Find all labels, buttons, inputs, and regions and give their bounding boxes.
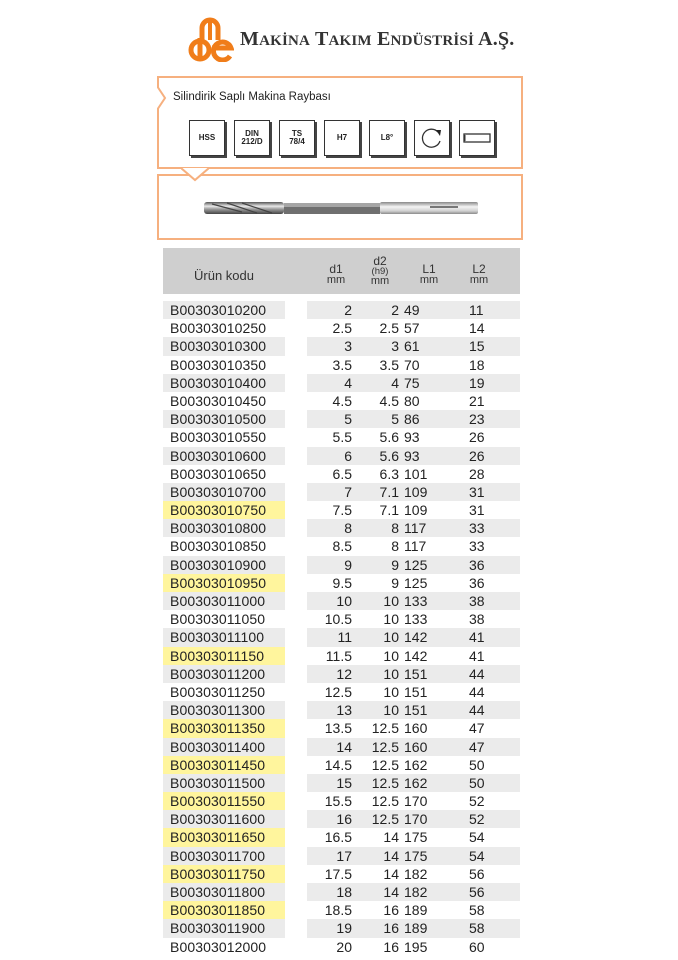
d1-cell: 17: [336, 847, 352, 864]
table-row: [163, 428, 520, 446]
d1-cell: 19: [336, 920, 352, 937]
dimension-cells: [307, 738, 520, 756]
product-code-cell: B00303011900: [163, 919, 285, 937]
product-code-cell: B00303010950: [163, 574, 285, 592]
product-code-cell: B00303011400: [163, 738, 285, 756]
notch-decoration: [181, 166, 209, 184]
d2-cell: 7.1: [379, 502, 399, 519]
table-row: [163, 574, 520, 592]
l2-cell: 50: [469, 756, 485, 773]
d2-cell: 2: [391, 302, 399, 318]
table-row: [163, 501, 520, 519]
product-code-cell: B00303011200: [163, 665, 285, 683]
l1-cell: 75: [404, 374, 420, 391]
l2-cell: 44: [469, 665, 485, 682]
d1-cell: 8: [344, 520, 352, 537]
company-header: [186, 15, 515, 63]
d1-cell: 16.5: [324, 829, 352, 846]
l2-cell: 26: [469, 447, 485, 464]
d1-cell: 18: [336, 884, 352, 900]
dimension-cells: [307, 410, 520, 428]
dimension-cells: [307, 665, 520, 683]
product-code-cell: B00303011250: [170, 683, 266, 700]
l2-cell: 54: [469, 847, 485, 864]
d1-cell: 14.5: [324, 756, 352, 773]
d2-cell: 4: [391, 374, 399, 391]
spec-badges: [189, 120, 495, 156]
d1-cell: 12.5: [324, 683, 352, 700]
header-d2: d2 (h9) mm: [370, 253, 390, 287]
l2-cell: 21: [469, 392, 485, 409]
l1-cell: 160: [404, 720, 428, 737]
badge-l8: L8°: [369, 120, 405, 156]
product-code-cell: B00303011100: [163, 628, 285, 646]
d1-cell: 9: [344, 556, 352, 573]
d2-cell: 12.5: [371, 720, 399, 737]
l1-cell: 162: [404, 756, 428, 773]
l2-cell: 36: [469, 556, 485, 573]
product-image-box: [157, 174, 523, 240]
company-logo-icon: [186, 16, 234, 62]
d1-cell: 15: [336, 774, 352, 791]
product-code-cell: B00303011550: [163, 792, 285, 810]
product-code-cell: B00303011700: [163, 847, 285, 865]
product-code-cell: B00303011150: [163, 647, 285, 665]
l1-cell: 93: [404, 447, 420, 464]
product-code-cell: B00303011050: [170, 611, 266, 628]
d2-cell: 5.6: [379, 429, 399, 446]
l2-cell: 60: [469, 938, 485, 955]
header-d1: d1 mm: [326, 262, 346, 286]
product-code-cell: B00303011500: [163, 774, 285, 792]
l1-cell: 175: [404, 829, 428, 846]
d1-cell: 18.5: [324, 902, 352, 919]
d1-cell: 20: [336, 938, 352, 955]
table-row: [163, 610, 520, 628]
l1-cell: 182: [404, 865, 428, 882]
l1-cell: 162: [404, 774, 428, 791]
dimension-cells: [307, 592, 520, 610]
dimension-cells: [307, 556, 520, 574]
header-l2: L2 mm: [469, 262, 489, 286]
d2-cell: 14: [383, 865, 399, 882]
clockwise-rotation-icon: [419, 125, 445, 151]
dimension-cells: [307, 810, 520, 828]
l2-cell: 23: [469, 411, 485, 428]
d2-cell: 12.5: [371, 774, 399, 791]
product-code-cell: B00303010300: [163, 337, 285, 355]
header-l1: L1 mm: [419, 262, 439, 286]
l2-cell: 15: [469, 338, 485, 355]
product-code-cell: B00303010750: [163, 501, 285, 519]
product-code-cell: B00303010700: [163, 483, 285, 501]
l1-cell: 142: [404, 629, 428, 646]
dimension-cells: [307, 356, 520, 374]
l1-cell: 170: [404, 793, 428, 810]
table-row: [163, 938, 520, 956]
dimension-cells: [307, 501, 520, 519]
table-row: [163, 447, 520, 465]
table-row: [163, 374, 520, 392]
dimension-cells: [307, 628, 520, 646]
product-code-cell: B00303010850: [170, 538, 267, 555]
l2-cell: 44: [469, 702, 485, 719]
header-product-code: Ürün kodu: [194, 267, 254, 283]
dimension-cells: [307, 319, 520, 337]
product-code-cell: B00303010650: [170, 465, 267, 482]
table-row: [163, 683, 520, 701]
d1-cell: 14: [336, 738, 352, 755]
badge-shank: [459, 120, 495, 156]
l2-cell: 56: [469, 865, 485, 882]
d2-cell: 10: [383, 611, 399, 628]
l2-cell: 38: [469, 611, 485, 628]
reamer-tool-image: [202, 198, 482, 218]
dimension-cells: [307, 719, 520, 737]
table-row: [163, 828, 520, 846]
d2-cell: 5: [391, 411, 399, 428]
notch-decoration: [157, 86, 169, 110]
product-code-cell: B00303012000: [170, 938, 267, 955]
l2-cell: 56: [469, 884, 485, 900]
l2-cell: 26: [469, 429, 485, 446]
l2-cell: 41: [469, 629, 485, 646]
l2-cell: 58: [469, 920, 485, 937]
l1-cell: 109: [404, 502, 428, 519]
d1-cell: 5: [344, 411, 352, 428]
product-code-cell: B00303011600: [163, 810, 285, 828]
table-row: [163, 628, 520, 646]
table-row: [163, 319, 520, 337]
product-code-cell: B00303010900: [163, 556, 285, 574]
d1-cell: 2.5: [332, 320, 352, 337]
l2-cell: 18: [469, 356, 485, 373]
dimension-cells: [307, 301, 520, 319]
l2-cell: 41: [469, 647, 485, 664]
l1-cell: 151: [404, 702, 428, 719]
product-code-cell: B00303011650: [163, 828, 285, 846]
l1-cell: 151: [404, 665, 428, 682]
d1-cell: 3: [344, 338, 352, 355]
l1-cell: 160: [404, 738, 428, 755]
dimension-cells: [307, 392, 520, 410]
product-code-cell: B00303010600: [163, 447, 285, 465]
d1-cell: 5.5: [332, 429, 352, 446]
dimension-cells: [307, 828, 520, 846]
d2-cell: 14: [383, 884, 399, 900]
l1-cell: 49: [404, 302, 420, 318]
l2-cell: 52: [469, 811, 485, 828]
d1-cell: 12: [336, 665, 352, 682]
table-row: [163, 792, 520, 810]
d1-cell: 3.5: [332, 356, 352, 373]
product-code-cell: B00303010200: [163, 301, 285, 319]
d1-cell: 6.5: [332, 465, 352, 482]
d2-cell: 12.5: [371, 793, 399, 810]
d2-cell: 10: [383, 683, 399, 700]
table-row: [163, 701, 520, 719]
product-table: [163, 301, 520, 956]
cylindrical-shank-icon: [463, 131, 491, 145]
badge-h7: H7: [324, 120, 360, 156]
product-code-cell: B00303011300: [163, 701, 285, 719]
l2-cell: 19: [469, 374, 485, 391]
dimension-cells: [307, 574, 520, 592]
d2-cell: 16: [383, 902, 399, 919]
l1-cell: 175: [404, 847, 428, 864]
d1-cell: 13.5: [324, 720, 352, 737]
table-row: [163, 719, 520, 737]
dimension-cells: [307, 756, 520, 774]
product-code-cell: B00303010800: [163, 519, 285, 537]
table-row: [163, 519, 520, 537]
badge-din: DIN 212/D: [234, 120, 270, 156]
d1-cell: 9.5: [332, 574, 352, 591]
product-code-cell: B00303011800: [163, 883, 285, 901]
d1-cell: 2: [344, 302, 352, 318]
table-row: [163, 738, 520, 756]
l2-cell: 52: [469, 793, 485, 810]
dimension-cells: [307, 883, 520, 901]
d1-cell: 11: [337, 629, 352, 646]
d2-cell: 12.5: [371, 756, 399, 773]
d2-cell: 10: [383, 629, 399, 646]
l1-cell: 57: [404, 320, 420, 337]
table-row: [163, 865, 520, 883]
table-row: [163, 810, 520, 828]
l2-cell: 47: [469, 720, 485, 737]
product-code-cell: B00303011450: [163, 756, 285, 774]
d2-cell: 12.5: [371, 738, 399, 755]
table-row: [163, 647, 520, 665]
dimension-cells: [307, 774, 520, 792]
l1-cell: 182: [404, 884, 428, 900]
dimension-cells: [307, 447, 520, 465]
d2-cell: 14: [383, 847, 399, 864]
d1-cell: 11.5: [325, 647, 352, 664]
table-row: [163, 919, 520, 937]
dimension-cells: [307, 847, 520, 865]
dimension-cells: [307, 537, 520, 555]
badge-hss: HSS: [189, 120, 225, 156]
l2-cell: 50: [469, 774, 485, 791]
d1-cell: 7: [344, 483, 352, 500]
d2-cell: 10: [383, 593, 399, 609]
l1-cell: 80: [404, 392, 420, 409]
l1-cell: 151: [404, 683, 428, 700]
table-row: [163, 901, 520, 919]
l2-cell: 14: [469, 320, 485, 337]
d2-cell: 10: [383, 647, 399, 664]
d2-cell: 5.6: [379, 447, 399, 464]
d2-cell: 10: [383, 702, 399, 719]
dimension-cells: [307, 428, 520, 446]
d2-cell: 14: [383, 829, 399, 846]
l1-cell: 125: [404, 556, 428, 573]
dimension-cells: [307, 683, 520, 701]
l1-cell: 93: [404, 429, 420, 446]
table-row: [163, 665, 520, 683]
l2-cell: 54: [469, 829, 485, 846]
dimension-cells: [307, 938, 520, 956]
l2-cell: 11: [469, 302, 484, 318]
table-row: [163, 337, 520, 355]
d1-cell: 7.5: [332, 502, 352, 519]
l1-cell: 109: [404, 483, 428, 500]
table-row: [163, 756, 520, 774]
d2-cell: 16: [383, 938, 399, 955]
d1-cell: 6: [344, 447, 352, 464]
product-code-cell: B00303011850: [163, 901, 285, 919]
product-code-cell: B00303011000: [163, 592, 285, 610]
l2-cell: 44: [469, 683, 485, 700]
dimension-cells: [307, 792, 520, 810]
l1-cell: 86: [404, 411, 420, 428]
table-row: [163, 301, 520, 319]
l2-cell: 31: [469, 483, 485, 500]
product-code-cell: B00303010450: [170, 392, 267, 409]
product-info-box: [157, 76, 523, 169]
d1-cell: 4: [344, 374, 352, 391]
l1-cell: 101: [404, 465, 428, 482]
d1-cell: 4.5: [332, 392, 352, 409]
d1-cell: 10.5: [324, 611, 352, 628]
l2-cell: 36: [469, 574, 485, 591]
dimension-cells: [307, 919, 520, 937]
table-row: [163, 556, 520, 574]
product-code-cell: B00303010400: [163, 374, 285, 392]
table-row: [163, 883, 520, 901]
d2-cell: 10: [383, 665, 399, 682]
l1-cell: 133: [404, 593, 428, 609]
l1-cell: 125: [404, 574, 428, 591]
d2-cell: 3: [391, 338, 399, 355]
l1-cell: 195: [404, 938, 428, 955]
d2-cell: 8: [391, 520, 399, 537]
company-name: MAKİNA TAKIM ENDÜSTRİSİ A.Ş.: [240, 27, 515, 50]
product-title: Silindirik Saplı Makina Raybası: [173, 91, 331, 103]
dimension-cells: [307, 465, 520, 483]
l1-cell: 170: [404, 811, 428, 828]
dimension-cells: [307, 374, 520, 392]
table-row: [163, 774, 520, 792]
l1-cell: 133: [404, 611, 428, 628]
d1-cell: 8.5: [332, 538, 352, 555]
product-code-cell: B00303011350: [163, 719, 285, 737]
d1-cell: 16: [336, 811, 352, 828]
dimension-cells: [307, 519, 520, 537]
product-code-cell: B00303010550: [170, 429, 267, 446]
d2-cell: 9: [391, 556, 399, 573]
product-code-cell: B00303010250: [170, 320, 267, 337]
table-header: [163, 248, 520, 294]
d1-cell: 10: [336, 593, 352, 609]
dimension-cells: [307, 901, 520, 919]
l2-cell: 58: [469, 902, 485, 919]
l1-cell: 61: [404, 338, 420, 355]
l2-cell: 33: [469, 538, 485, 555]
l2-cell: 33: [469, 520, 485, 537]
d1-cell: 13: [336, 702, 352, 719]
badge-ts: TS 78/4: [279, 120, 315, 156]
l2-cell: 28: [469, 465, 485, 482]
table-row: [163, 392, 520, 410]
dimension-cells: [307, 610, 520, 628]
l2-cell: 31: [469, 502, 485, 519]
l1-cell: 142: [404, 647, 428, 664]
dimension-cells: [307, 701, 520, 719]
table-row: [163, 847, 520, 865]
dimension-cells: [307, 337, 520, 355]
d2-cell: 3.5: [379, 356, 399, 373]
l1-cell: 117: [404, 538, 427, 555]
product-code-cell: B00303010350: [170, 356, 267, 373]
table-row: [163, 410, 520, 428]
d1-cell: 17.5: [324, 865, 352, 882]
l1-cell: 70: [404, 356, 420, 373]
dimension-cells: [307, 483, 520, 501]
table-row: [163, 592, 520, 610]
product-code-cell: B00303011750: [163, 865, 285, 883]
l1-cell: 189: [404, 920, 428, 937]
l2-cell: 38: [469, 593, 485, 609]
d2-cell: 4.5: [379, 392, 399, 409]
d2-cell: 12.5: [371, 811, 399, 828]
table-row: [163, 465, 520, 483]
d1-cell: 15.5: [324, 793, 352, 810]
table-row: [163, 356, 520, 374]
l2-cell: 47: [469, 738, 485, 755]
d2-cell: 6.3: [379, 465, 399, 482]
table-row: [163, 483, 520, 501]
d2-cell: 8: [391, 538, 399, 555]
badge-rotation: [414, 120, 450, 156]
product-code-cell: B00303010500: [163, 410, 285, 428]
d2-cell: 2.5: [379, 320, 399, 337]
table-row: [163, 537, 520, 555]
l1-cell: 117: [404, 520, 427, 537]
l1-cell: 189: [404, 902, 428, 919]
dimension-cells: [307, 865, 520, 883]
d2-cell: 9: [391, 574, 399, 591]
d2-cell: 16: [383, 920, 399, 937]
d2-cell: 7.1: [379, 483, 399, 500]
dimension-cells: [307, 647, 520, 665]
